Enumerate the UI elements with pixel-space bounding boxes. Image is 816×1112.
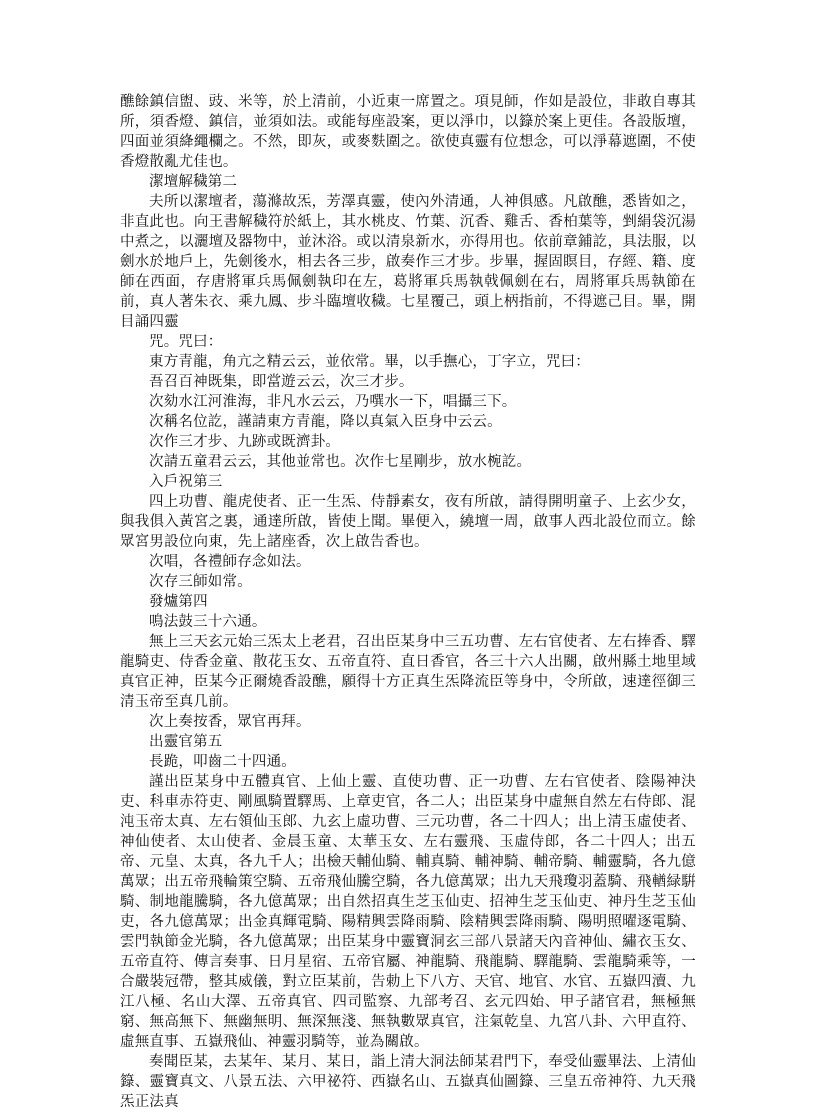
paragraph: 謹出臣某身中五體真官、上仙上靈、直使功曹、正一功曹、左右官使者、陰陽神決吏、科車赤符吏、剛風騎置驛馬、上章吏官，各二人；出臣某身中虛無自然左右侍郎、混沌玉帝太真、左右領仙玉郎、九玄上虛功曹、三元功曹，各二十四人；出上清玉虛使者、神仙使者、太山使者、金晨玉童、太華玉女、左右靈飛、玉虛侍郎，各二十四人；出五帝、元皇、太真，各九千人；出檢天輔仙騎、輔真騎、輔神騎、輔帝騎、輔靈騎，各九億萬眾；出五帝飛輪策空騎、五帝飛仙騰空騎，各九億萬眾；出九天飛瓊羽蓋騎、飛輶緑騈騎、制地龍騰騎，各九億萬眾；出自然招真生芝玉仙吏、招神生芝玉仙吏、神丹生芝玉仙吏，各九億萬眾；出金真輝電騎、陽精興雲降雨騎、陰精興雲降雨騎、陽明照曜逐電騎、雲門執節金光騎，各九億萬眾；出臣某身中靈寶洞玄三部八景諸天內音神仙、繡衣玉女、五帝直符、傳言奏事、日月星宿、五帝官屬、神龍騎、飛龍騎、驛龍騎、雲龍騎乘等，一合嚴裝冠帶，整其威儀，對立臣某前，告勅上下八方、天官、地官、水官、五嶽四瀆、九江八極、名山大澤、五帝真官、四司監察、九部考召、玄元四始、甲子諸官君，無極無窮、無高無下、無幽無明、無深無淺、無執數眾真官，注氣乾皇、九宮八卦、六甲直符、虛無直事、五嶽飛仙、神靈羽騎等，並為關啟。	[120, 774, 696, 1050]
paragraph: 入戶祝第三	[149, 474, 223, 490]
paragraph: 四上功曹、龍虎使者、正一生炁、侍靜素女，夜有所啟，請得開明童子、上玄少女，與我俱入黃宮之裏，通達所啟，皆使上聞。畢便入，繞壇一周，啟事人西北設位而立。餘眾宮男設位向東，先上諸座香，次上啟告香也。	[120, 494, 696, 550]
paragraph: 醮餘鎮信盥、豉、米等，於上清前，小近東一席置之。項見師，作如是設位，非敢自專其所，須香燈、鎮信，並須如法。或能每座設案，更以淨巾，以籙於案上更佳。各設版壇，四面並須絳繩欄之。不然，即灰，或麥麩圍之。欲使真靈有位想念，可以淨幕遮圍，不使香燈散亂尤佳也。	[120, 94, 696, 170]
paragraph: 長跪，叩齒二十四通。	[149, 754, 296, 770]
paragraph: 次請五童君云云，其他並常也。次作七星剛步，放水椀訖。	[149, 454, 532, 470]
paragraph: 次唱，各禮師存念如法。	[149, 554, 311, 570]
paragraph: 東方青龍，角亢之精云云，並依常。畢，以手撫心，丁字立，咒曰：	[149, 354, 590, 370]
paragraph: 無上三天玄元始三炁太上老君，召出臣某身中三五功曹、左右官使者、左右捧香、驛龍騎吏、侍香金童、散花玉女、五帝直符、直日香官，各三十六人出關，啟州縣土地里域真官正神，臣某今正爾燒香設醮，願得十方正真生炁降流臣等身中，令所啟，速達徑御三清玉帝至真几前。	[120, 634, 696, 710]
paragraph: 吾召百神既集，即當遊云云，次三才步。	[149, 374, 414, 390]
paragraph: 次作三才步、九跡或既濟卦。	[149, 434, 341, 450]
paragraph: 次上奏按香，眾官再拜。	[149, 714, 311, 730]
paragraph: 次存三師如常。	[149, 574, 252, 590]
paragraph: 次劾水江河淮海，非凡水云云，乃噀水一下，唱攝三下。	[149, 394, 517, 410]
paragraph: 潔壇解穢第二	[149, 174, 238, 190]
paragraph: 發爐第四	[149, 594, 208, 610]
paragraph: 出靈官第五	[149, 734, 223, 750]
paragraph: 次稱名位訖，謹請東方青龍，降以真氣入臣身中云云。	[149, 414, 502, 430]
paragraph: 奏聞臣某，去某年、某月、某日，詣上清大洞法師某君門下，奉受仙靈畢法、上清仙籙、靈寶真文、八景五法、六甲祕符、西嶽名山、五嶽真仙圖籙、三皇五帝神符、九天飛炁正法真	[120, 1054, 696, 1110]
paragraph: 鳴法鼓三十六通。	[149, 614, 267, 630]
paragraph: 夫所以潔壇者，蕩滌故炁，芳澤真靈，使內外清通，人神俱感。凡啟醮，悉皆如之，非直此也。向王書解穢符於紙上，其水桃皮、竹葉、沉香、雞舌、香柏葉等，剉絹袋沉湯中煮之，以灑壇及器物中，並沐浴。或以清泉新水，亦得用也。依前章鋪訖，具法服，以劍水於地戶上，先劍後水，相去各三步，啟奏作三才步。步畢，握固瞑目，存經、籍、度師在西面，存唐將軍兵馬佩劍執印在左，葛將軍兵馬執戟佩劍在右，周將軍兵馬執節在前，真人著朱衣、乘九鳳、步斗臨壇收穢。七星覆己，頭上柄指前，不得遮己目。畢，開目誦四靈	[120, 194, 696, 330]
document-page	[120, 92, 696, 1112]
paragraph: 咒。咒曰：	[149, 334, 223, 350]
